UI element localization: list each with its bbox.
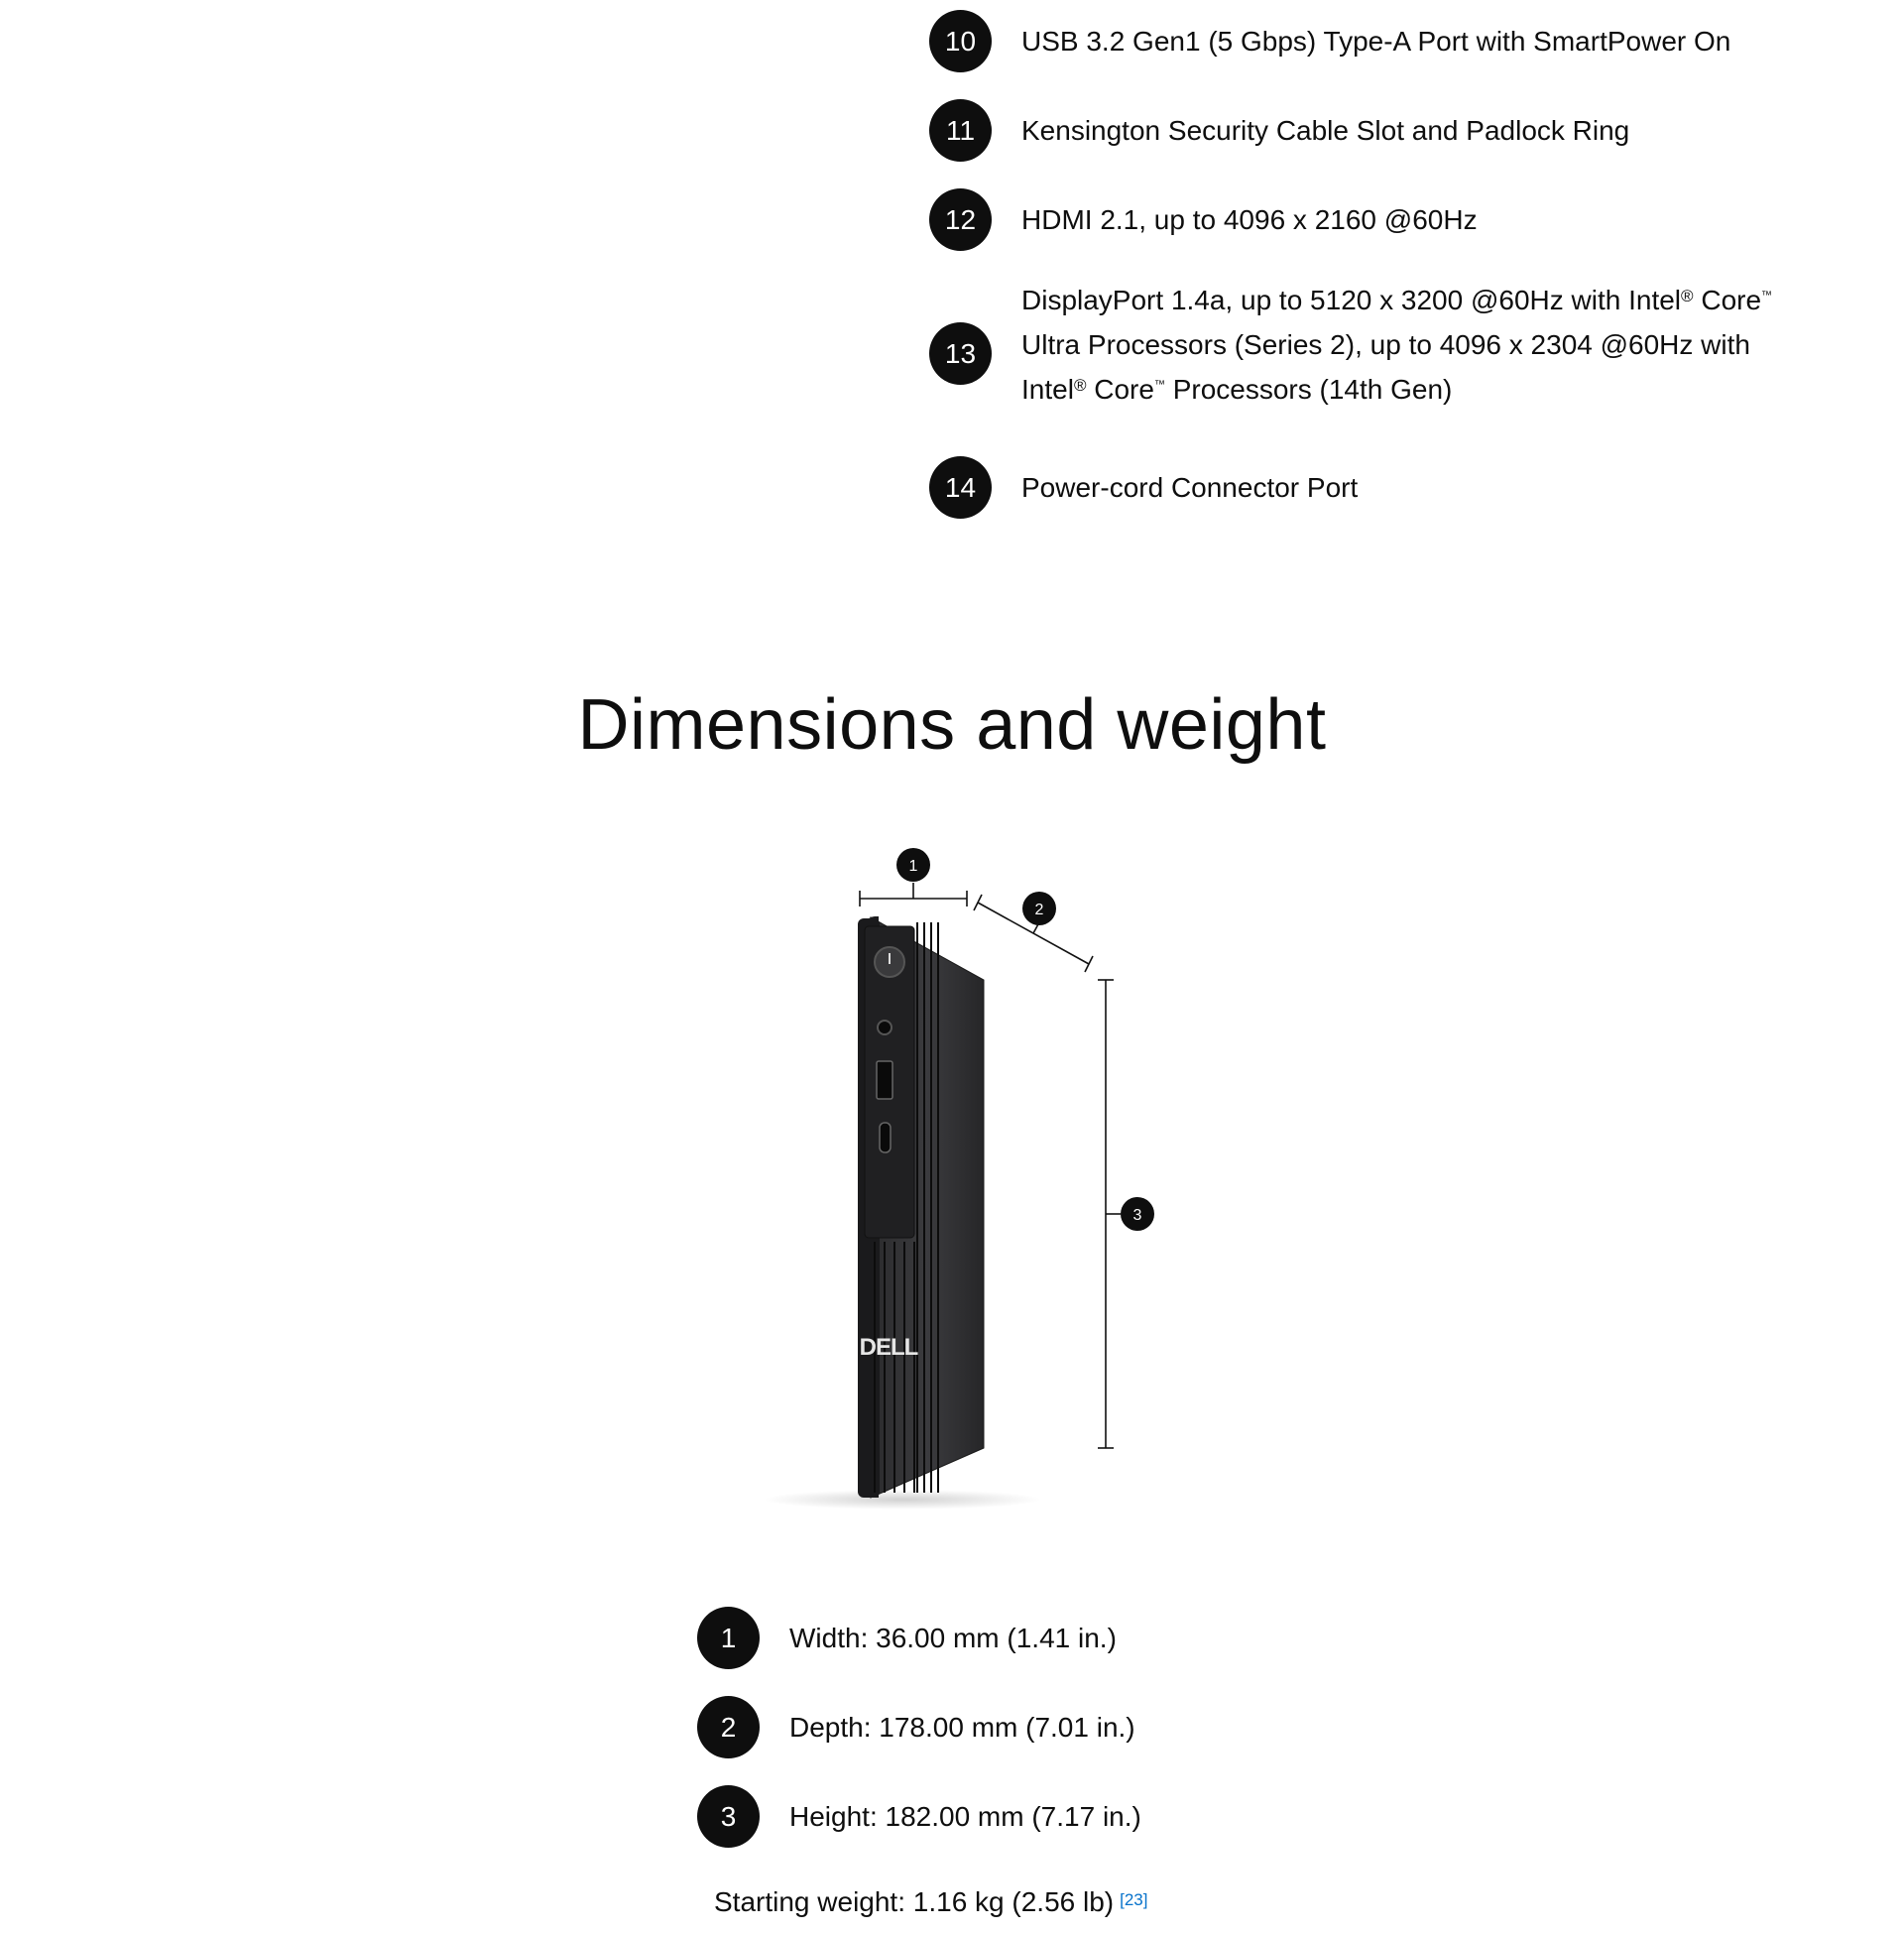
text-segment: Core [1693, 285, 1762, 315]
port-description: Power-cord Connector Port [1021, 472, 1359, 503]
port-description: HDMI 2.1, up to 4096 x 2160 @60Hz [1021, 204, 1478, 235]
text-segment: Processors (14th Gen) [1164, 374, 1453, 405]
registered-mark: ® [1681, 287, 1694, 305]
callout-2-label: 2 [1034, 902, 1044, 918]
dimension-text: Width: 36.00 mm (1.41 in.) [789, 1623, 1117, 1653]
floor-shadow [764, 1490, 1041, 1510]
footnote-link[interactable]: [23] [1120, 1890, 1148, 1909]
text-segment: Intel [1021, 374, 1074, 405]
port-item-11 [929, 99, 1861, 162]
text-segment: DisplayPort 1.4a, up to 5120 x 3200 @60Hz with Intel [1021, 285, 1682, 315]
port-description: USB 3.2 Gen1 (5 Gbps) Type-A Port with SmartPower On [1021, 26, 1731, 57]
port-number-badge: 11 [929, 99, 992, 162]
port-item-14 [929, 456, 1861, 519]
port-number-badge: 14 [929, 456, 992, 519]
width-dimension-line [860, 883, 967, 906]
port-number-badge: 10 [929, 10, 992, 72]
usb-a-port-icon [877, 1061, 892, 1099]
dimension-text: Height: 182.00 mm (7.17 in.) [789, 1801, 1141, 1832]
desktop-illustration [754, 843, 1190, 1517]
callout-1-label: 1 [908, 858, 918, 875]
trademark-mark: ™ [1153, 379, 1165, 391]
text-segment: Ultra Processors (Series 2), up to 4096 x 2304 @60Hz with [1021, 329, 1750, 360]
port-item-12 [929, 188, 1861, 251]
audio-jack-icon [878, 1021, 892, 1034]
text-segment: Core [1086, 374, 1154, 405]
usb-c-port-icon [880, 1123, 891, 1152]
dimension-text: Depth: 178.00 mm (7.01 in.) [789, 1712, 1135, 1743]
dimension-number-badge: 3 [697, 1785, 760, 1848]
height-dimension-line [1098, 980, 1121, 1448]
starting-weight [714, 1882, 1147, 1922]
section-title: Dimensions and weight [577, 685, 1327, 765]
dimension-number-badge: 2 [697, 1696, 760, 1758]
dimension-item-width [697, 1607, 1391, 1669]
dimension-item-height [697, 1785, 1391, 1848]
port-item-13 [929, 278, 1861, 417]
product-dimensions-image [754, 843, 1190, 1517]
registered-mark: ® [1073, 376, 1087, 395]
trademark-mark: ™ [1761, 290, 1773, 302]
port-description [1021, 278, 1844, 412]
dimension-item-depth [697, 1696, 1391, 1758]
port-number-badge: 12 [929, 188, 992, 251]
dimension-number-badge: 1 [697, 1607, 760, 1669]
port-description: Kensington Security Cable Slot and Padlock Ring [1021, 115, 1630, 146]
port-item-10 [929, 10, 1861, 72]
weight-text: Starting weight: 1.16 kg (2.56 lb) [714, 1886, 1115, 1917]
port-number-badge: 13 [929, 322, 992, 385]
callout-3-label: 3 [1132, 1207, 1142, 1224]
dell-logo: DELL [859, 1334, 918, 1361]
